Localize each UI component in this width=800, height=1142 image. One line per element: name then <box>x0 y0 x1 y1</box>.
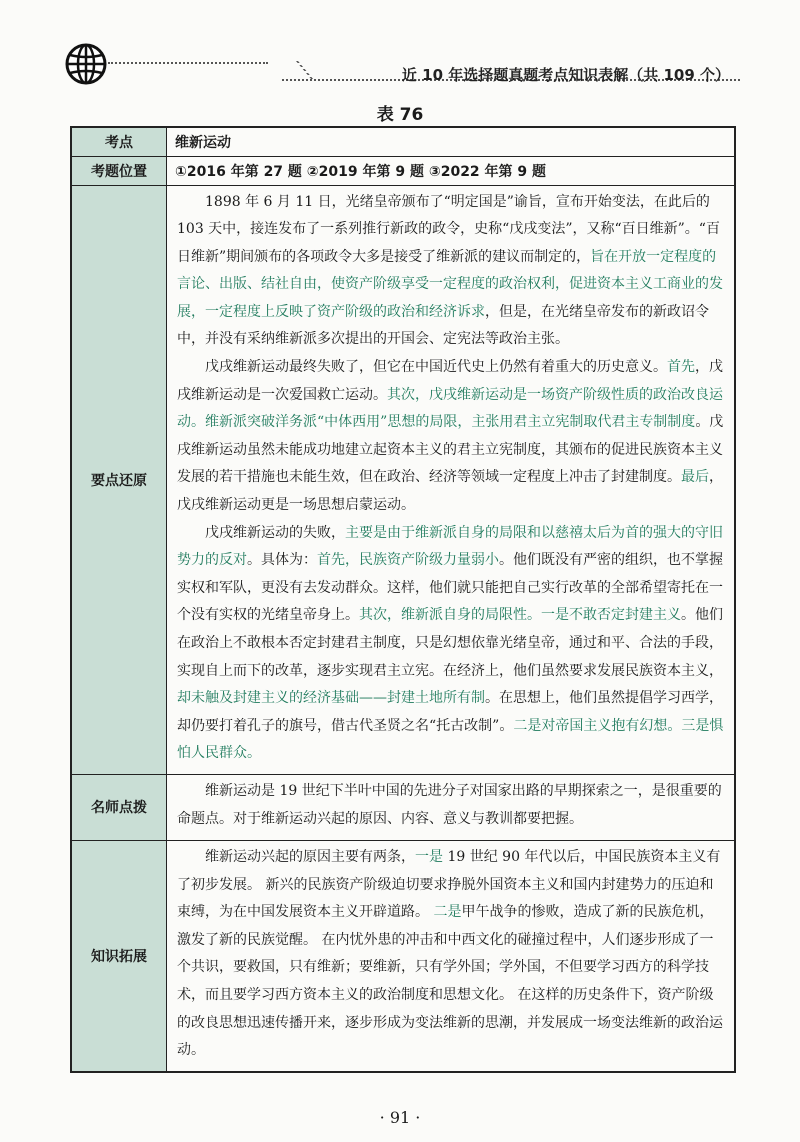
teacher-text: 维新运动是 19 世纪下半叶中国的先进分子对国家出路的早期探索之一，是很重要的命题点。对于维新运动兴起的原因、内容、意义与教训都要把握。 <box>177 783 722 827</box>
header-title: 近 10 年选择题真题考点知识表解（共 109 个） <box>401 66 730 84</box>
header-divider <box>108 62 268 64</box>
row-teacher <box>71 774 735 840</box>
extension-body <box>167 840 736 1071</box>
points-label: 要点还原 <box>71 185 167 774</box>
teacher-body <box>167 774 736 840</box>
page-number: · 91 · <box>379 1108 421 1127</box>
globe-icon <box>64 42 108 86</box>
points-paragraph-1: 1898 年 6 月 11 日，光绪皇帝颁布了“明定国是”谕旨，宣布开始变法，在此后的 103 天中，接连发布了一系列推行新政的政令，史称“戊戌变法”，又称“百日维新”。“百日维新”期间颁布的各项政令大多是接受了维新派的建议而制定的，旨在开放一定程度的言论、出版、结社自由，使资产阶级享受一定程度的政治权利，促进资本主义工商业的发展，一定程度上反映了资产阶级的政治和经济诉求，但是，在光绪皇帝发布的新政诏令中，并没有采纳维新派多次提出的开国会、定宪法等政治主张。 <box>177 193 723 348</box>
extension-label: 知识拓展 <box>71 840 167 1071</box>
row-points <box>71 185 735 774</box>
points-paragraph-3: 戊戌维新运动的失败，主要是由于维新派自身的局限和以慈禧太后为首的强大的守旧势力的反对。具体为：首先，民族资产阶级力量弱小。他们既没有严密的组织，也不掌握实权和军队，更没有去发动群众。这样，他们就只能把自己实行改革的全部希望寄托在一个没有实权的光绪皇帝身上。其次，维新派自身的局限性。一是不敢否定封建主义。他们在政治上不敢根本否定封建君主制度，只是幻想依靠光绪皇帝，通过和平、合法的手段，实现自上而下的改革，逐步实现君主立宪。在经济上，他们虽然要求发展民族资本主义，却未触及封建主义的经济基础——封建土地所有制。在思想上，他们虽然提倡学习西学，却仍要打着孔子的旗号，借古代圣贤之名“托古改制”。二是对帝国主义抱有幻想。三是惧怕人民群众。 <box>177 524 724 762</box>
points-body <box>167 185 736 774</box>
topic-label: 考点 <box>71 127 167 156</box>
points-paragraph-2: 戊戌维新运动最终失败了，但它在中国近代史上仍然有着重大的历史意义。首先，戊戌维新运动是一次爱国救亡运动。其次，戊戌维新运动是一场资产阶级性质的政治改良运动。维新派突破洋务派“中体西用”思想的局限，主张用君主立宪制取代君主专制制度。戊戌维新运动虽然未能成功地建立起资本主义的君主立宪制度，其颁布的促进民族资本主义发展的若干措施也未能生效，但在政治、经济等领域一定程度上冲击了封建制度。最后，戊戌维新运动更是一场思想启蒙运动。 <box>177 359 724 514</box>
row-topic <box>71 127 735 156</box>
header-divider-slant <box>266 61 313 79</box>
table-title: 表 76 <box>376 105 424 125</box>
topic-value: 维新运动 <box>167 127 736 156</box>
teacher-label: 名师点拨 <box>71 774 167 840</box>
knowledge-table <box>70 126 736 1073</box>
position-value: ①2016 年第 27 题 ②2019 年第 9 题 ③2022 年第 9 题 <box>167 156 736 185</box>
row-extension <box>71 840 735 1071</box>
row-position <box>71 156 735 185</box>
position-label: 考题位置 <box>71 156 167 185</box>
extension-text: 维新运动兴起的原因主要有两条，一是 19 世纪 90 年代以后，中国民族资本主义有了初步发展。 新兴的民族资产阶级迫切要求挣脱外国资本主义和国内封建势力的压迫和束缚，为在中国发展资本主义开辟道路。 二是甲午战争的惨败，造成了新的民族危机，激发了新的民族觉醒。 在内忧外患的冲击和中西文化的碰撞过程中，人们逐步形成了一个共识，要救国，只有维新；要维新，只有学外国；学外国，不但要学习西方的科学技术，而且要学习西方资本主义的政治制度和思想文化。 在这样的历史条件下，资产阶级的改良思想迅速传播开来，逐步形成为变法维新的思潮，并发展成一场变法维新的政治运动。 <box>177 848 723 1059</box>
